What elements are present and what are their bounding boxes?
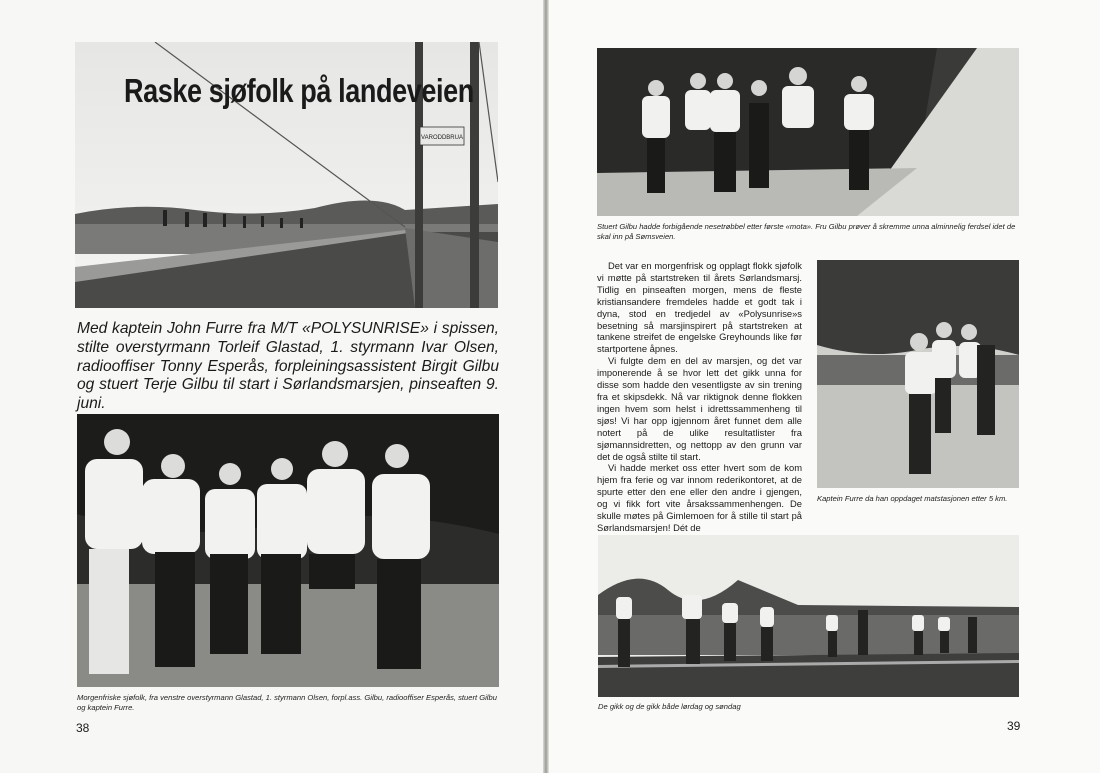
group-photo-caption: Morgenfriske sjøfolk, fra venstre overstyrmann Glastad, 1. styrmann Olsen, forpl.ass. Gilbu, radiooffiser Esperås, stuert Gilbu og kaptein Furre. bbox=[77, 693, 497, 712]
captain-photo-caption: Kaptein Furre da han oppdaget matstasjonen etter 5 km. bbox=[817, 494, 1008, 503]
bottom-photo-caption: De gikk og de gikk både lørdag og søndag bbox=[598, 702, 741, 711]
top-photo-caption: Stuert Gilbu hadde forbigående nesetrøbbel etter første «mota». Fru Gilbu prøver å skremme unna alminnelig ferdsel idet de skal inn på Sømsveien. bbox=[597, 222, 1016, 241]
bridge-sign-text: VARODDBRUA bbox=[421, 135, 463, 141]
body-paragraph-2: Vi fulgte dem en del av marsjen, og det var imponerende å se hvor lett det gikk unna for disse som hadde den vesentligste av sin trening fra et skipsdekk. Nå var riktignok denne flokken ingen hvem som helst i idrettssammenheng til sjøs! Vi har opp igjennom året funnet dem alle notert på de ulike resultatlister fra sjømannsidretten, og nettopp av den grunn var det de også stilte til start. bbox=[597, 355, 802, 462]
roadside-photo bbox=[598, 535, 1019, 697]
captain-photo bbox=[817, 260, 1019, 488]
body-paragraph-3: Vi hadde merket oss etter hvert som de kom hjem fra ferie og var innom rederikontoret, at de spurte etter den ene eller den andre i gjengen, og vi fikk fort vite årsakssammenhengen. De skulle møtes på Gimlemoen for å stille til start på Sørlandsmarsjen! Dét de bbox=[597, 462, 802, 533]
page-number-left: 38 bbox=[76, 721, 90, 735]
article-body bbox=[597, 260, 802, 534]
body-paragraph-1: Det var en morgenfrisk og opplagt flokk sjøfolk vi møtte på startstreken til årets Sørlandsmarsj. Tidlig en pinseaften morgen, mens de fleste kristiansandere fremdeles hadde et godt tak i dyna, stod en tredjedel av «Polysunrise»s besetning så marsjinspirert på startstreken at tankene streifet de engelske Greyhounds like før startportene åpnes. bbox=[597, 260, 802, 355]
group-photo bbox=[77, 414, 499, 687]
road-walkers-photo bbox=[597, 48, 1019, 216]
intro-paragraph: Med kaptein John Furre fra M/T «POLYSUNRISE» i spissen, stilte overstyrmann Torleif Glastad, 1. styrmann Ivar Olsen, radiooffiser Tonny Esperås, forpleiningsassistent Birgit Gilbu og stuert Terje Gilbu til start i Sørlandsmarsjen, pinseaften 9. juni. bbox=[77, 320, 499, 413]
article-title: Raske sjøfolk på landeveien bbox=[124, 72, 474, 109]
page-number-right: 39 bbox=[1007, 719, 1021, 733]
book-gutter bbox=[543, 0, 549, 773]
